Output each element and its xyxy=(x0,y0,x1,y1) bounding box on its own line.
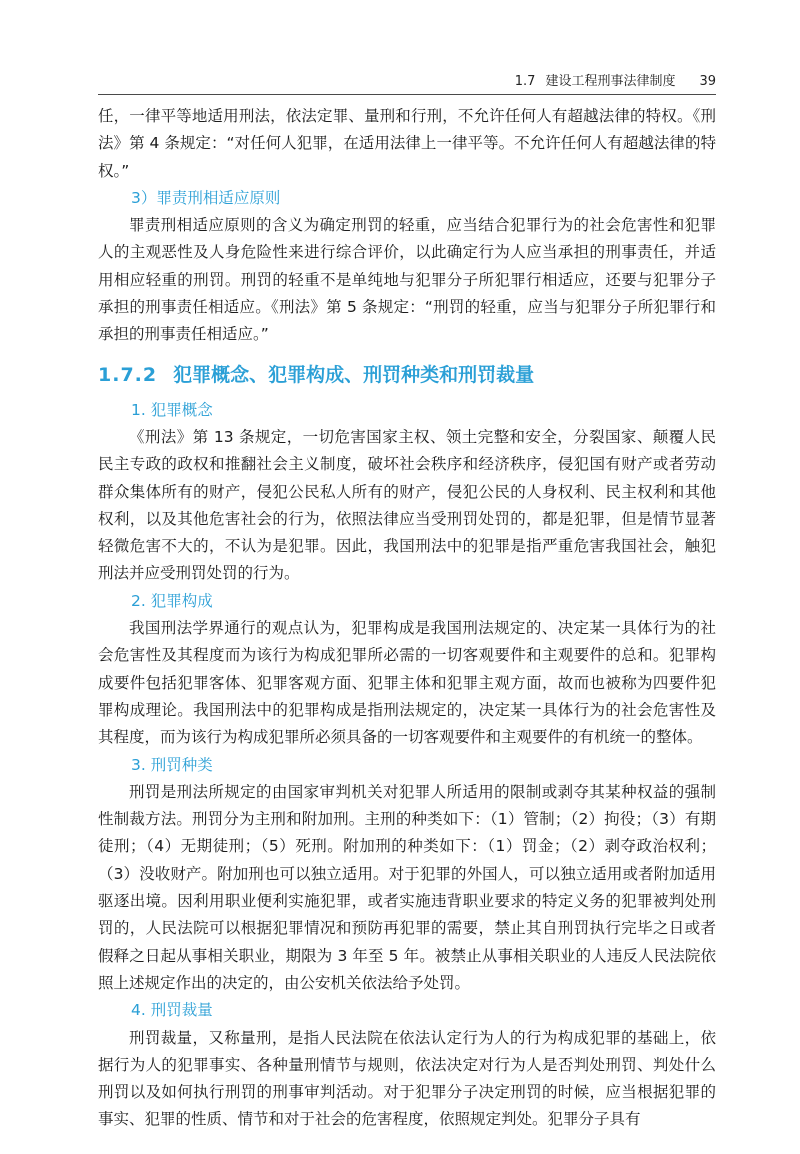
section-number: 1.7.2 xyxy=(98,363,158,386)
heading-penalty-types: 3. 刑罚种类 xyxy=(131,755,213,774)
heading-sentencing: 4. 刑罚裁量 xyxy=(131,1001,213,1020)
section-title: 犯罪概念、犯罪构成、刑罚种类和刑罚裁量 xyxy=(173,363,535,386)
paragraph-penalty-types: 刑罚是刑法所规定的由国家审判机关对犯罪人所适用的限制或剥夺其某种权益的强制性制裁方法。刑罚分为主刑和附加刑。主刑的种类如下：（1）管制；（2）拘役；（3）有期徒刑；（4）无期徒刑；（5）死刑。附加刑的种类如下：（1）罚金；（2）剥夺政治权利；（3）没收财产。附加刑也可以独立适用。对于犯罪的外国人，可以独立适用或者附加适用驱逐出境。因利用职业便利实施犯罪，或者实施违背职业要求的特定义务的犯罪被判处刑罚的，人民法院可以根据犯罪情况和预防再犯罪的需要，禁止其自刑罚执行完毕之日或者假释之日起从事相关职业，期限为 3 年至 5 年。被禁止从事相关职业的人违反人民法院依照上述规定作出的决定的，由公安机关依法给予处罚。 xyxy=(98,782,716,992)
section-heading xyxy=(98,360,716,390)
paragraph-crime-constitution: 我国刑法学界通行的观点认为，犯罪构成是我国刑法规定的、决定某一具体行为的社会危害性及其程度而为该行为构成犯罪所必需的一切客观要件和主观要件的总和。犯罪构成要件包括犯罪客体、犯罪客观方面、犯罪主体和犯罪主观方面，故而也被称为四要件犯罪构成理论。我国刑法中的犯罪构成是指刑法规定的，决定某一具体行为的社会危害性及其程度，而为该行为构成犯罪所必须具备的一切客观要件和主观要件的有机统一的整体。 xyxy=(98,619,716,747)
page-number: 39 xyxy=(699,74,716,89)
heading-crime-concept: 1. 犯罪概念 xyxy=(131,400,213,419)
running-header xyxy=(0,70,716,92)
paragraph-sentencing: 刑罚裁量，又称量刑，是指人民法院在依法认定行为人的行为构成犯罪的基础上，依据行为人的犯罪事实、各种量刑情节与规则，依法决定对行为人是否判处刑罚、判处什么刑罚以及如何执行刑罚的刑事审判活动。对于犯罪分子决定刑罚的时候，应当根据犯罪的事实、犯罪的性质、情节和对于社会的危害程度，依照规定判处。犯罪分子具有 xyxy=(98,1028,716,1129)
subheading-proportionality: 3）罪责刑相适应原则 xyxy=(131,188,281,207)
header-rule xyxy=(98,94,716,95)
paragraph-proportionality: 罪责刑相适应原则的含义为确定刑罚的轻重，应当结合犯罪行为的社会危害性和犯罪人的主观恶性及人身危险性来进行综合评价，以此确定行为人应当承担的刑事责任，并适用相应轻重的刑罚。刑罚的轻重不是单纯地与犯罪分子所犯罪行相适应，还要与犯罪分子承担的刑事责任相适应。《刑法》第 5 条规定：“刑罚的轻重，应当与犯罪分子所犯罪行和承担的刑事责任相适应。” xyxy=(98,216,716,344)
header-chapter-title: 建设工程刑事法律制度 xyxy=(545,74,676,89)
page-body xyxy=(98,103,716,1134)
heading-crime-constitution: 2. 犯罪构成 xyxy=(131,591,213,610)
intro-paragraph: 任，一律平等地适用刑法，依法定罪、量刑和行刑，不允许任何人有超越法律的特权。《刑法》第 4 条规定：“对任何人犯罪，在适用法律上一律平等。不允许任何人有超越法律的特权。” xyxy=(98,107,716,180)
paragraph-crime-concept: 《刑法》第 13 条规定，一切危害国家主权、领土完整和安全，分裂国家、颠覆人民民主专政的政权和推翻社会主义制度，破坏社会秩序和经济秩序，侵犯国有财产或者劳动群众集体所有的财产，侵犯公民私人所有的财产，侵犯公民的人身权利、民主权利和其他权利，以及其他危害社会的行为，依照法律应当受刑罚处罚的，都是犯罪，但是情节显著轻微危害不大的，不认为是犯罪。因此，我国刑法中的犯罪是指严重危害我国社会，触犯刑法并应受刑罚处罚的行为。 xyxy=(98,427,716,583)
header-section-number: 1.7 xyxy=(514,74,536,89)
